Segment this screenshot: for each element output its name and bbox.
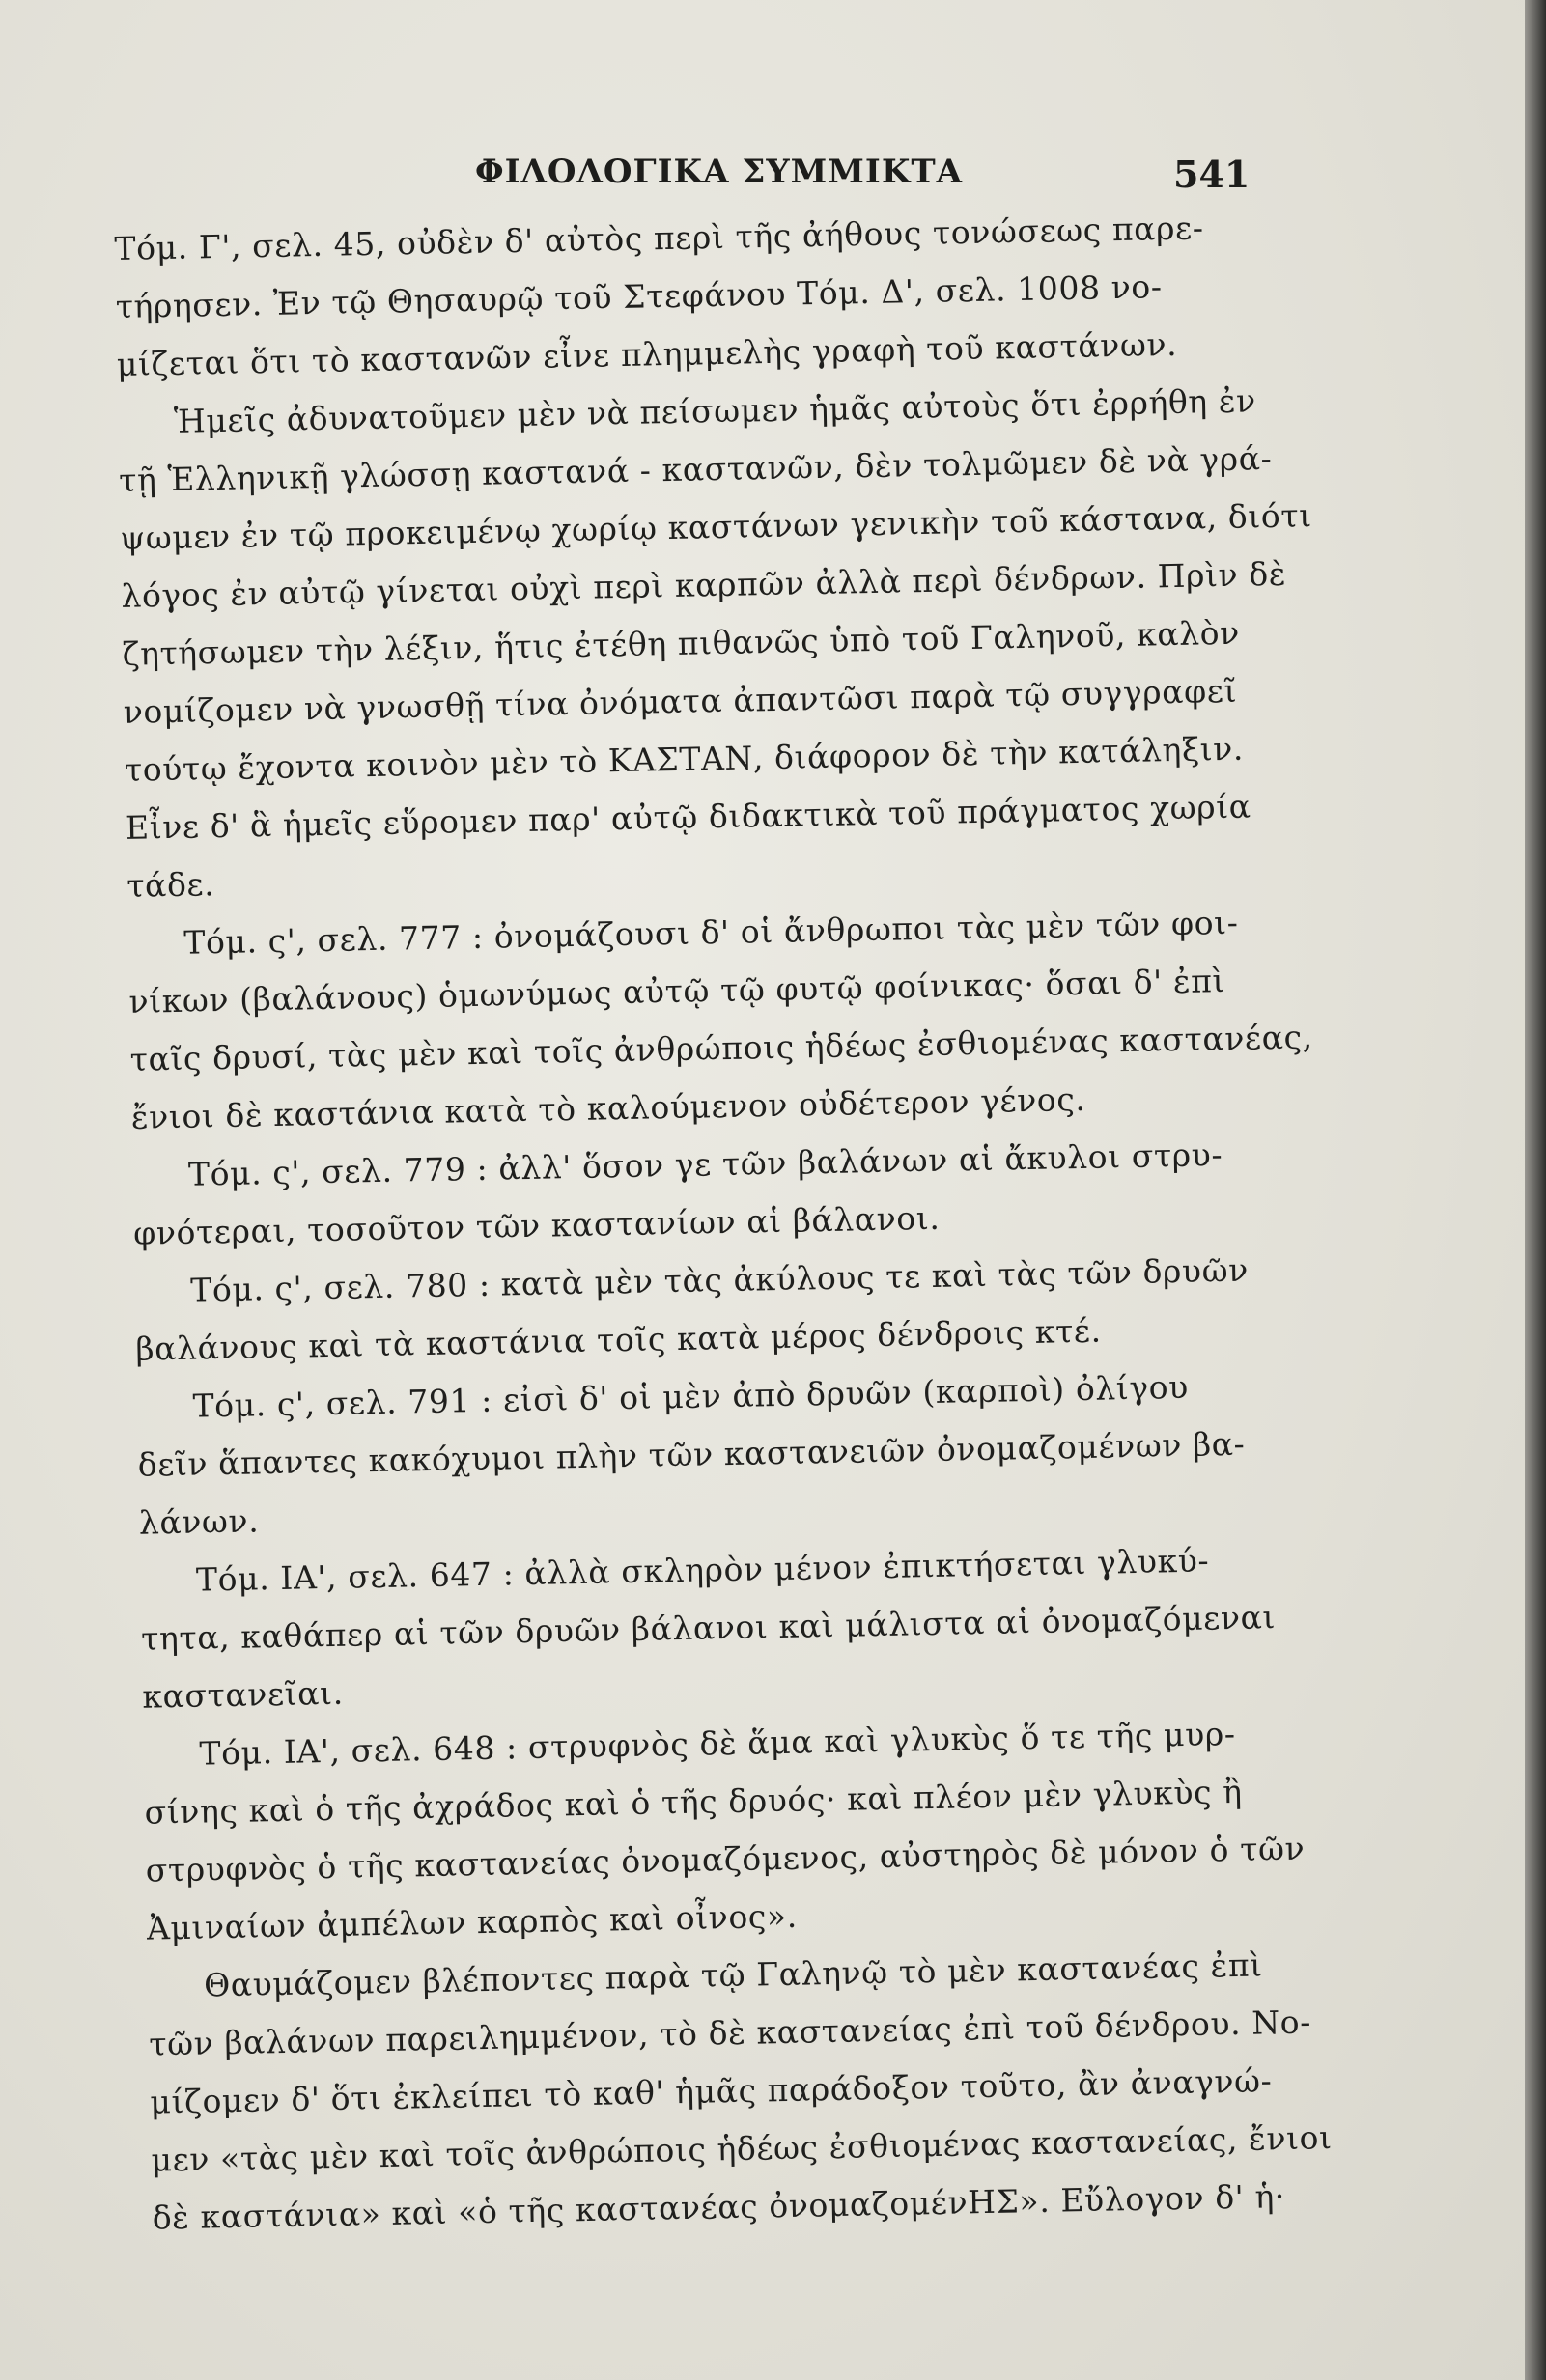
- text-line: Τόμ. Γ', σελ. 45, οὐδὲν δ' αὐτὸς περὶ τῆς ἀήθους τονώσεως παρε-: [114, 209, 1204, 267]
- running-head-title: ΦΙΛΟΛΟΓΙΚΑ ΣΥΜΜΙΚΤΑ: [475, 153, 964, 191]
- text-line: μίζομεν δ' ὅτι ἐκλείπει τὸ καθ' ἡμᾶς παράδοξον τοῦτο, ἂν ἀναγνώ-: [150, 2061, 1273, 2121]
- text-line: Τόμ. ς', σελ. 780 : κατὰ μὲν τὰς ἀκύλους τε καὶ τὰς τῶν δρυῶν: [189, 1250, 1250, 1309]
- running-head: [0, 153, 1546, 201]
- text-line: μίζεται ὅτι τὸ καστανῶν εἶνε πλημμελὴς γραφὴ τοῦ καστάνων.: [116, 324, 1178, 383]
- text-line: καστανεῖαι.: [141, 1673, 345, 1716]
- text-line: τάδε.: [126, 865, 215, 905]
- text-line: νομίζομεν νὰ γνωσθῇ τίνα ὀνόματα ἀπαντῶσι παρὰ τῷ συγγραφεῖ: [123, 671, 1238, 731]
- body-text: [114, 199, 1333, 2248]
- text-line: στρυφνὸς ὁ τῆς καστανείας ὀνομαζόμενος, αὐστηρὸς δὲ μόνον ὁ τῶν: [145, 1829, 1306, 1890]
- text-line: Ἀμιναίων ἀμπέλων καρπὸς καὶ οἶνος».: [146, 1896, 799, 1947]
- text-line: Ἡμεῖς ἀδυνατοῦμεν μὲν νὰ πείσωμεν ἡμᾶς αὐτοὺς ὅτι ἐρρήθη ἐν: [173, 381, 1257, 440]
- text-line: Τόμ. ΙΑ', σελ. 647 : ἀλλὰ σκληρὸν μένον ἐπικτήσεται γλυκύ-: [195, 1541, 1210, 1599]
- text-line: Τόμ. ς', σελ. 777 : ὀνομάζουσι δ' οἱ ἄνθρωποι τὰς μὲν τῶν φοι-: [183, 903, 1239, 962]
- text-line: δὲ καστάνια» καὶ «ὁ τῆς καστανέας ὀνομαζομένΗΣ». Εὔλογον δ' ἡ·: [152, 2177, 1286, 2237]
- page-number: 541: [1173, 153, 1251, 196]
- text-line: ταῖς δρυσί, τὰς μὲν καὶ τοῖς ἀνθρώποις ἡδέως ἐσθιομένας καστανέας,: [129, 1018, 1314, 1078]
- page-edge-shadow: [1525, 0, 1546, 2380]
- text-line: τούτῳ ἔχοντα κοινὸν μὲν τὸ ΚΑΣΤΑΝ, διάφορον δὲ τὴν κατάληξιν.: [124, 729, 1245, 789]
- text-line: Εἶνε δ' ἃ ἡμεῖς εὕρομεν παρ' αὐτῷ διδακτικὰ τοῦ πράγματος χωρία: [125, 787, 1251, 847]
- text-line: ἔνιοι δὲ καστάνια κατὰ τὸ καλούμενον οὐδέτερον γένος.: [130, 1079, 1086, 1136]
- text-line: σίνης καὶ ὁ τῆς ἀχράδος καὶ ὁ τῆς δρυός· καὶ πλέον μὲν γλυκὺς ἢ: [144, 1772, 1243, 1832]
- text-line: λόγος ἐν αὐτῷ γίνεται οὐχὶ περὶ καρπῶν ἀλλὰ περὶ δένδρων. Πρὶν δὲ: [121, 554, 1287, 615]
- text-line: λάνων.: [138, 1501, 260, 1542]
- text-line: βαλάνους καὶ τὰ καστάνια τοῖς κατὰ μέρος δένδροις κτέ.: [135, 1311, 1102, 1368]
- text-line: ψωμεν ἐν τῷ προκειμένῳ χωρίῳ καστάνων γενικὴν τοῦ κάστανα, διότι: [119, 496, 1313, 557]
- text-line: τήρησεν. Ἐν τῷ Θησαυρῷ τοῦ Στεφάνου Τόμ. Δ', σελ. 1008 νο-: [115, 267, 1163, 325]
- text-line: ζητήσωμεν τὴν λέξιν, ἥτις ἐτέθη πιθανῶς ὑπὸ τοῦ Γαληνοῦ, καλὸν: [122, 613, 1241, 673]
- text-line: Τόμ. ς', σελ. 791 : εἰσὶ δ' οἱ μὲν ἀπὸ δρυῶν (καρποὶ) ὀλίγου: [192, 1367, 1190, 1425]
- text-line: Τόμ. ΙΑ', σελ. 648 : στρυφνὸς δὲ ἅμα καὶ γλυκὺς ὅ τε τῆς μυρ-: [199, 1714, 1236, 1773]
- text-line: Τόμ. ς', σελ. 779 : ἀλλ' ὅσον γε τῶν βαλάνων αἱ ἄκυλοι στρυ-: [187, 1135, 1223, 1193]
- text-line: τητα, καθάπερ αἱ τῶν δρυῶν βάλανοι καὶ μάλιστα αἱ ὀνομαζόμεναι: [140, 1598, 1277, 1658]
- text-line: δεῖν ἅπαντες κακόχυμοι πλὴν τῶν καστανειῶν ὀνομαζομένων βα-: [137, 1424, 1246, 1484]
- text-line: τῶν βαλάνων παρειλημμένον, τὸ δὲ καστανείας ἐπὶ τοῦ δένδρου. Νο-: [148, 2002, 1312, 2063]
- text-line: Θαυμάζομεν βλέποντες παρὰ τῷ Γαληνῷ τὸ μὲν καστανέας ἐπὶ: [203, 1946, 1264, 2004]
- text-line: νίκων (βαλάνους) ὁμωνύμως αὐτῷ τῷ φυτῷ φοίνικας· ὅσαι δ' ἐπὶ: [128, 962, 1226, 1021]
- text-line: τῇ Ἑλληνικῇ γλώσσῃ καστανά - καστανῶν, δὲν τολμῶμεν δὲ νὰ γρά-: [118, 439, 1273, 499]
- text-line: φνότεραι, τοσοῦτον τῶν καστανίων αἱ βάλανοι.: [132, 1198, 941, 1252]
- text-line: μεν «τὰς μὲν καὶ τοῖς ἀνθρώποις ἡδέως ἐσθιομένας καστανείας, ἔνιοι: [151, 2118, 1333, 2179]
